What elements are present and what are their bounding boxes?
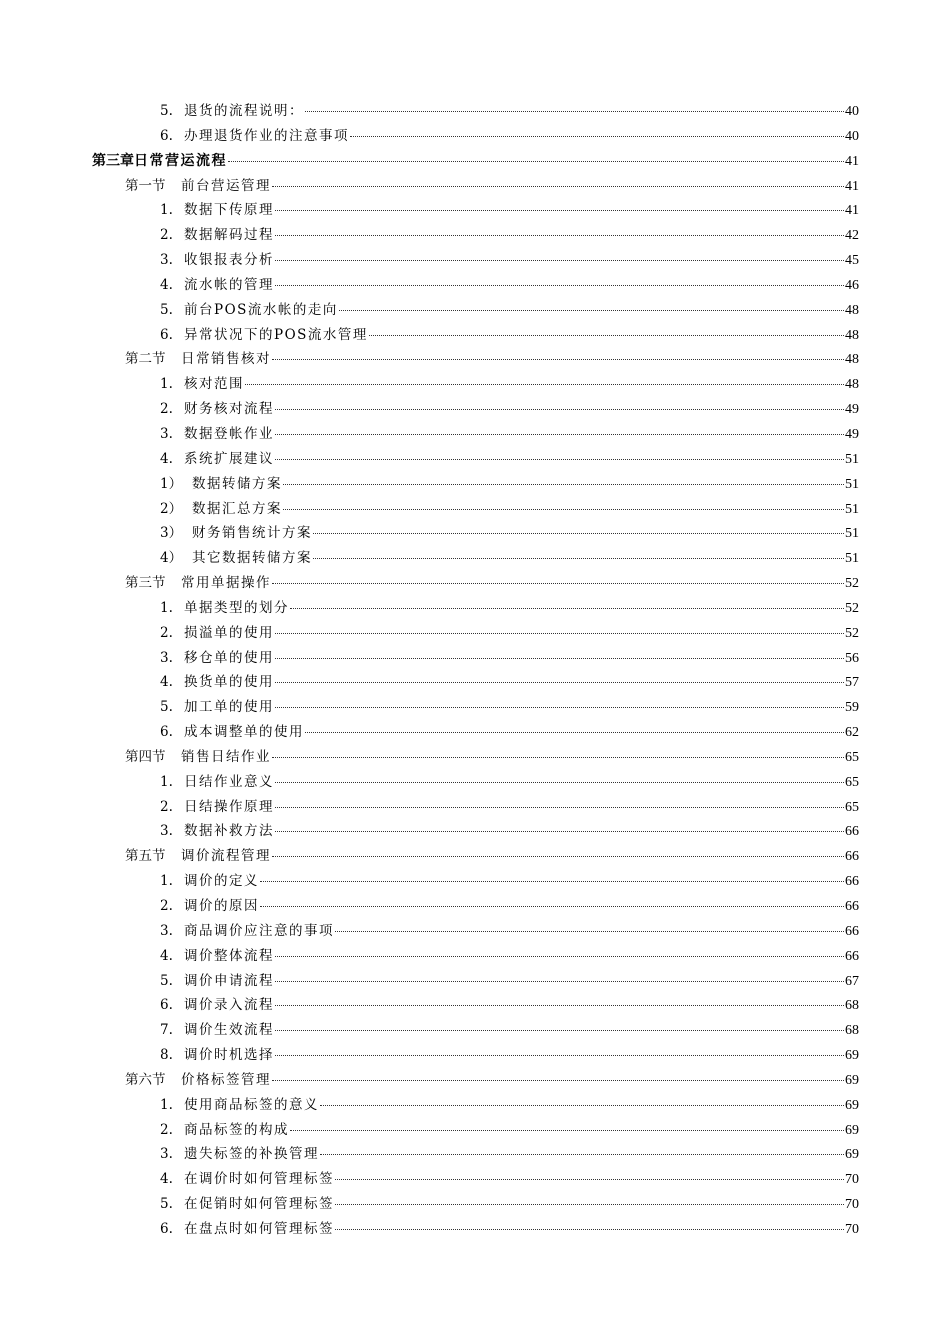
toc-entry-number: 5. <box>160 301 173 318</box>
dot-leader <box>320 1105 844 1106</box>
toc-entry[interactable] <box>0 993 950 1018</box>
dot-leader <box>275 285 844 286</box>
toc-entry[interactable] <box>0 1093 950 1118</box>
toc-entry[interactable] <box>0 1118 950 1143</box>
toc-entry-title: 数据下传原理 <box>184 202 274 219</box>
dot-leader <box>275 981 844 982</box>
toc-entry-number: 2. <box>160 898 173 914</box>
toc-entry-number: 4） <box>160 550 183 567</box>
dot-leader <box>313 533 844 534</box>
toc-entry-page-number: 51 <box>845 476 859 492</box>
toc-entry-page-number: 66 <box>845 948 859 964</box>
dot-leader <box>275 210 844 211</box>
dot-leader <box>272 1080 844 1081</box>
dot-leader <box>335 931 844 932</box>
toc-entry-title: 数据转储方案 <box>192 475 282 492</box>
toc-entry-number: 6. <box>160 724 173 741</box>
toc-entry-title: 商品调价应注意的事项 <box>184 922 334 939</box>
dot-leader <box>275 633 844 634</box>
toc-entry-number: 1. <box>160 773 173 790</box>
toc-entry-page-number: 45 <box>845 253 859 269</box>
dot-leader <box>369 335 844 336</box>
toc-entry-title: 办理退货作业的注意事项 <box>184 127 349 144</box>
dot-leader <box>313 558 844 559</box>
toc-entry[interactable] <box>0 546 950 571</box>
toc-entry-page-number: 70 <box>845 1172 859 1188</box>
toc-entry[interactable] <box>0 944 950 969</box>
dot-leader <box>245 384 844 385</box>
toc-entry-page-number: 51 <box>845 451 859 467</box>
dot-leader <box>305 111 844 112</box>
dot-leader <box>260 881 844 882</box>
toc-entry-title: 价格标签管理 <box>181 1071 271 1088</box>
toc-entry-page-number: 69 <box>845 1122 859 1138</box>
toc-entry-number: 第五节 <box>125 848 166 865</box>
dot-leader <box>283 484 844 485</box>
toc-entry-number: 1. <box>160 873 173 890</box>
dot-leader <box>272 856 844 857</box>
dot-leader <box>339 310 844 311</box>
toc-entry-number: 4. <box>160 276 173 293</box>
dot-leader <box>335 1204 844 1205</box>
toc-entry-page-number: 66 <box>845 923 859 939</box>
toc-entry-number: 第三节 <box>125 575 166 592</box>
toc-entry-title: 数据解码过程 <box>184 227 274 244</box>
toc-entry-page-number: 59 <box>845 700 859 716</box>
toc-entry-number: 6. <box>160 127 173 144</box>
toc-entry-title: 调价整体流程 <box>184 947 274 964</box>
toc-entry-page-number: 52 <box>845 600 859 616</box>
toc-entry-page-number: 69 <box>845 1147 859 1163</box>
toc-entry[interactable] <box>0 621 950 646</box>
toc-entry[interactable] <box>0 1018 950 1043</box>
dot-leader <box>272 583 844 584</box>
toc-entry-page-number: 69 <box>845 1097 859 1113</box>
toc-entry-page-number: 52 <box>845 625 859 641</box>
toc-entry-page-number: 62 <box>845 725 859 741</box>
toc-entry-page-number: 49 <box>845 426 859 442</box>
toc-entry-title: 退货的流程说明： <box>184 103 304 119</box>
toc-entry-page-number: 48 <box>845 302 859 318</box>
toc-entry-number: 1） <box>160 475 183 492</box>
dot-leader <box>272 186 844 187</box>
toc-entry-title: 在调价时如何管理标签 <box>184 1171 334 1188</box>
toc-entry[interactable] <box>0 869 950 894</box>
toc-entry-title: 系统扩展建议 <box>184 450 274 467</box>
toc-entry[interactable] <box>0 521 950 546</box>
toc-entry-number: 第三章 <box>92 152 134 169</box>
toc-entry-number: 3） <box>160 525 183 542</box>
toc-entry-title: 在盘点时如何管理标签 <box>184 1220 334 1237</box>
toc-entry-page-number: 41 <box>845 203 859 219</box>
toc-entry-title: 在促销时如何管理标签 <box>184 1196 334 1213</box>
toc-entry-title: 使用商品标签的意义 <box>184 1096 319 1113</box>
toc-entry-page-number: 66 <box>845 899 859 914</box>
dot-leader <box>275 1055 844 1056</box>
toc-entry-number: 3. <box>160 823 173 840</box>
toc-entry-title: 日结作业意义 <box>184 773 274 790</box>
toc-entry[interactable] <box>0 670 950 695</box>
toc-entry-page-number: 70 <box>845 1197 859 1213</box>
toc-entry-page-number: 48 <box>845 327 859 343</box>
toc-entry-title: 核对范围 <box>184 376 244 393</box>
dot-leader <box>275 707 844 708</box>
toc-entry[interactable] <box>0 1167 950 1192</box>
toc-entry-page-number: 40 <box>845 104 859 119</box>
toc-entry-number: 5. <box>160 972 173 989</box>
toc-entry-page-number: 67 <box>845 973 859 989</box>
toc-entry-title: 异常状况下的POS流水管理 <box>184 326 368 343</box>
toc-entry[interactable] <box>0 124 950 149</box>
toc-entry-page-number: 48 <box>845 377 859 393</box>
toc-entry[interactable] <box>0 422 950 447</box>
toc-entry[interactable] <box>0 919 950 944</box>
toc-entry[interactable] <box>0 298 950 323</box>
toc-entry[interactable] <box>0 770 950 795</box>
toc-entry[interactable] <box>0 1217 950 1242</box>
toc-entry-title: 前台POS流水帐的走向 <box>184 301 338 318</box>
toc-entry-title: 数据登帐作业 <box>184 425 274 442</box>
dot-leader <box>275 682 844 683</box>
toc-entry-title: 日常营运流程 <box>134 152 227 169</box>
dot-leader <box>228 161 844 162</box>
toc-entry-title: 其它数据转储方案 <box>192 550 312 567</box>
dot-leader <box>275 831 844 832</box>
toc-entry-number: 2. <box>160 798 173 815</box>
toc-entry-number: 3. <box>160 649 173 666</box>
toc-entry[interactable] <box>0 795 950 820</box>
toc-entry-page-number: 57 <box>845 675 859 691</box>
toc-entry-number: 2. <box>160 401 173 418</box>
dot-leader <box>283 509 844 510</box>
toc-entry-title: 前台营运管理 <box>181 177 271 194</box>
toc-entry-number: 4. <box>160 947 173 964</box>
toc-entry-page-number: 66 <box>845 824 859 840</box>
toc-entry-page-number: 51 <box>845 526 859 542</box>
toc-entry-title: 日结操作原理 <box>184 798 274 815</box>
toc-entry[interactable] <box>0 174 950 199</box>
toc-entry-title: 损溢单的使用 <box>184 624 274 641</box>
toc-entry[interactable] <box>0 720 950 745</box>
toc-entry-title: 销售日结作业 <box>181 748 271 765</box>
dot-leader <box>275 434 844 435</box>
toc-entry-page-number: 68 <box>845 998 859 1014</box>
toc-entry-title: 调价时机选择 <box>184 1047 274 1064</box>
toc-entry-page-number: 65 <box>845 749 859 765</box>
toc-entry-title: 常用单据操作 <box>181 575 271 592</box>
toc-entry-number: 3. <box>160 425 173 442</box>
toc-entry-number: 第六节 <box>125 1071 166 1088</box>
toc-entry-number: 第二节 <box>125 351 166 368</box>
toc-entry-title: 商品标签的构成 <box>184 1121 289 1138</box>
toc-entry-page-number: 51 <box>845 501 859 517</box>
dot-leader <box>275 807 844 808</box>
toc-entry-number: 2） <box>160 500 183 517</box>
toc-entry-page-number: 70 <box>845 1221 859 1237</box>
toc-entry-title: 调价的原因 <box>184 898 259 914</box>
dot-leader <box>335 1179 844 1180</box>
toc-entry-number: 5. <box>160 103 173 119</box>
dot-leader <box>290 1130 844 1131</box>
toc-entry-number: 8. <box>160 1047 173 1064</box>
dot-leader <box>275 782 844 783</box>
table-of-contents <box>0 99 950 1242</box>
toc-entry[interactable] <box>0 1142 950 1167</box>
toc-entry[interactable] <box>0 497 950 522</box>
toc-entry-page-number: 65 <box>845 774 859 790</box>
dot-leader <box>275 1005 844 1006</box>
dot-leader <box>275 658 844 659</box>
dot-leader <box>320 1154 844 1155</box>
toc-entry-number: 4. <box>160 450 173 467</box>
toc-entry[interactable] <box>0 894 950 919</box>
toc-entry[interactable] <box>0 323 950 348</box>
dot-leader <box>335 1229 844 1230</box>
toc-entry-title: 财务销售统计方案 <box>192 525 312 542</box>
toc-entry[interactable] <box>0 149 950 174</box>
toc-entry-number: 2. <box>160 1121 173 1138</box>
dot-leader <box>275 1030 844 1031</box>
toc-entry-page-number: 41 <box>845 153 859 169</box>
toc-entry[interactable] <box>0 273 950 298</box>
toc-entry-page-number: 65 <box>845 799 859 815</box>
dot-leader <box>275 409 844 410</box>
toc-entry-title: 调价申请流程 <box>184 972 274 989</box>
toc-entry-title: 日常销售核对 <box>181 351 271 368</box>
toc-entry-page-number: 42 <box>845 228 859 244</box>
toc-entry-title: 调价生效流程 <box>184 1022 274 1039</box>
toc-entry-number: 5. <box>160 1196 173 1213</box>
toc-entry[interactable] <box>0 819 950 844</box>
toc-entry[interactable] <box>0 969 950 994</box>
toc-entry-title: 换货单的使用 <box>184 674 274 691</box>
toc-entry[interactable] <box>0 99 950 124</box>
toc-entry[interactable] <box>0 695 950 720</box>
toc-entry-page-number: 69 <box>845 1048 859 1064</box>
toc-entry-number: 6. <box>160 997 173 1014</box>
toc-entry-number: 2. <box>160 624 173 641</box>
toc-entry-number: 5. <box>160 699 173 716</box>
toc-entry-title: 调价流程管理 <box>181 848 271 865</box>
toc-entry[interactable] <box>0 844 950 869</box>
toc-entry-title: 调价的定义 <box>184 873 259 890</box>
toc-entry-page-number: 49 <box>845 402 859 418</box>
toc-entry[interactable] <box>0 745 950 770</box>
toc-entry-page-number: 69 <box>845 1072 859 1088</box>
toc-entry-title: 调价录入流程 <box>184 997 274 1014</box>
dot-leader <box>272 757 844 758</box>
toc-entry-number: 1. <box>160 1096 173 1113</box>
toc-entry-number: 3. <box>160 922 173 939</box>
toc-entry-page-number: 66 <box>845 874 859 890</box>
toc-entry[interactable] <box>0 1192 950 1217</box>
toc-entry[interactable] <box>0 223 950 248</box>
toc-entry[interactable] <box>0 198 950 223</box>
toc-entry-number: 6. <box>160 326 173 343</box>
toc-entry-number: 3. <box>160 1146 173 1163</box>
toc-entry-number: 6. <box>160 1220 173 1237</box>
toc-entry-title: 遗失标签的补换管理 <box>184 1146 319 1163</box>
dot-leader <box>290 608 844 609</box>
toc-entry[interactable] <box>0 1068 950 1093</box>
dot-leader <box>275 459 844 460</box>
toc-entry[interactable] <box>0 472 950 497</box>
toc-entry-page-number: 66 <box>845 849 859 865</box>
dot-leader <box>272 359 844 360</box>
toc-entry-number: 第一节 <box>125 177 166 194</box>
toc-entry[interactable] <box>0 1043 950 1068</box>
toc-entry-number: 4. <box>160 1171 173 1188</box>
toc-entry[interactable] <box>0 397 950 422</box>
toc-entry-title: 财务核对流程 <box>184 401 274 418</box>
toc-entry-page-number: 41 <box>845 178 859 194</box>
toc-entry-page-number: 52 <box>845 576 859 592</box>
toc-entry[interactable] <box>0 248 950 273</box>
toc-entry-number: 1. <box>160 376 173 393</box>
toc-entry-number: 第四节 <box>125 748 166 765</box>
toc-entry[interactable] <box>0 646 950 671</box>
toc-entry-page-number: 51 <box>845 551 859 567</box>
dot-leader <box>350 136 844 137</box>
toc-entry-title: 加工单的使用 <box>184 699 274 716</box>
toc-entry-number: 1. <box>160 202 173 219</box>
dot-leader <box>275 260 844 261</box>
toc-entry-page-number: 48 <box>845 352 859 368</box>
toc-entry[interactable] <box>0 571 950 596</box>
dot-leader <box>260 906 844 907</box>
toc-entry-title: 成本调整单的使用 <box>184 724 304 741</box>
toc-entry[interactable] <box>0 372 950 397</box>
toc-entry-number: 3. <box>160 252 173 269</box>
toc-entry-page-number: 40 <box>845 128 859 144</box>
toc-entry-page-number: 46 <box>845 277 859 293</box>
toc-entry-title: 数据补救方法 <box>184 823 274 840</box>
toc-entry-page-number: 56 <box>845 650 859 666</box>
toc-entry-title: 单据类型的划分 <box>184 599 289 616</box>
toc-entry[interactable] <box>0 347 950 372</box>
toc-entry[interactable] <box>0 596 950 621</box>
dot-leader <box>275 956 844 957</box>
toc-entry-number: 7. <box>160 1022 173 1039</box>
toc-entry-number: 2. <box>160 227 173 244</box>
dot-leader <box>275 235 844 236</box>
toc-entry[interactable] <box>0 447 950 472</box>
toc-entry-title: 移仓单的使用 <box>184 649 274 666</box>
toc-entry-title: 数据汇总方案 <box>192 500 282 517</box>
toc-entry-title: 流水帐的管理 <box>184 276 274 293</box>
dot-leader <box>305 732 844 733</box>
toc-entry-number: 1. <box>160 599 173 616</box>
toc-entry-page-number: 68 <box>845 1023 859 1039</box>
toc-entry-title: 收银报表分析 <box>184 252 274 269</box>
toc-entry-number: 4. <box>160 674 173 691</box>
